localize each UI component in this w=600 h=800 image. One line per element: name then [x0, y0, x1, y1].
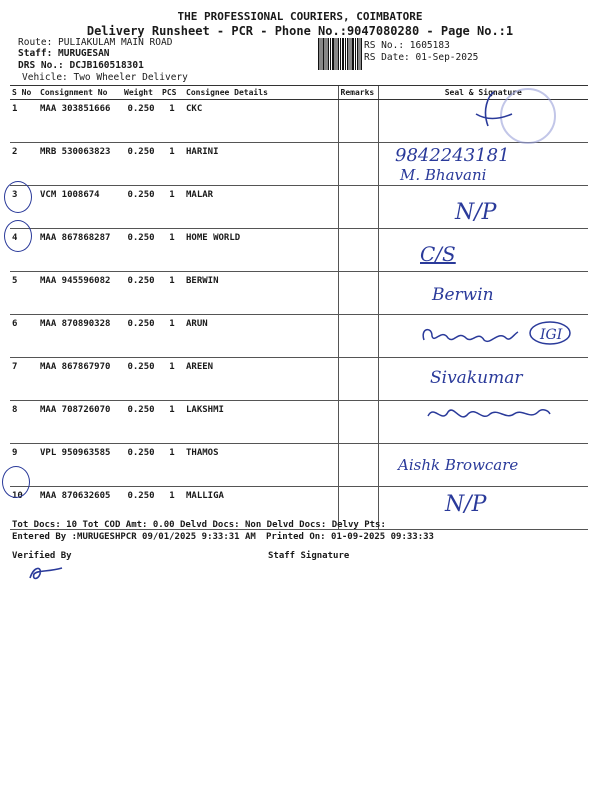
row-consignee: HOME WORLD — [184, 229, 338, 272]
row-consignee: AREEN — [184, 358, 338, 401]
circle-mark-4 — [4, 220, 32, 252]
handwriting-row10: N/P — [445, 492, 487, 517]
row-consignment-no: MRB 530063823 — [38, 143, 122, 186]
route-text: Route: PULIAKULAM MAIN ROAD — [18, 37, 173, 48]
row-pcs: 1 — [160, 401, 184, 444]
row-consignment-no: MAA 945596082 — [38, 272, 122, 315]
handwriting-row3: N/P — [455, 200, 497, 225]
row-consignment-no: MAA 870632605 — [38, 487, 122, 530]
row-consignment-no: VPL 950963585 — [38, 444, 122, 487]
rs-date: RS Date: 01-Sep-2025 — [364, 52, 479, 63]
row-remarks — [338, 186, 378, 229]
row-remarks — [338, 358, 378, 401]
row-sno: 2 — [10, 143, 38, 186]
printed-on: Printed On: 01-09-2025 09:33:33 — [266, 532, 434, 542]
table-row — [10, 272, 588, 315]
entered-by: Entered By :MURUGESHPCR 09/01/2025 9:33:31 AM — [12, 532, 256, 542]
header-weight: Weight — [122, 86, 160, 100]
staff-text: Staff: MURUGESAN — [18, 48, 110, 59]
row-remarks — [338, 401, 378, 444]
row6-circle — [528, 320, 572, 346]
header-pcs: PCS — [160, 86, 184, 100]
row-sno: 6 — [10, 315, 38, 358]
row-consignee: ARUN — [184, 315, 338, 358]
row-weight: 0.250 — [122, 272, 160, 315]
verified-signature — [26, 562, 66, 584]
handwriting-row2-phone: 9842243181 — [395, 145, 510, 166]
row-remarks — [338, 444, 378, 487]
row-consignment-no: MAA 870890328 — [38, 315, 122, 358]
table-row — [10, 186, 588, 229]
company-title: THE PROFESSIONAL COURIERS, COIMBATORE — [177, 10, 423, 23]
circle-mark-3 — [4, 181, 32, 213]
drs-text: DRS No.: DCJB160518301 — [18, 60, 144, 71]
row-pcs: 1 — [160, 100, 184, 143]
row-weight: 0.250 — [122, 358, 160, 401]
row-remarks — [338, 315, 378, 358]
row-pcs: 1 — [160, 358, 184, 401]
row-consignment-no: MAA 303851666 — [38, 100, 122, 143]
header-remarks: Remarks — [338, 86, 378, 100]
circle-mark-10 — [2, 466, 30, 498]
row-sno: 5 — [10, 272, 38, 315]
row-seal-signature — [378, 229, 588, 272]
header-consignment: Consignment No — [38, 86, 122, 100]
row-weight: 0.250 — [122, 315, 160, 358]
barcode-image — [318, 38, 362, 70]
totals-line: Tot Docs: 10 Tot COD Amt: 0.00 Delvd Docs: Non Delvd Docs: Delvy Pts: — [12, 520, 386, 530]
row-pcs: 1 — [160, 229, 184, 272]
row-consignee: LAKSHMI — [184, 401, 338, 444]
row-consignment-no: MAA 867868287 — [38, 229, 122, 272]
row-remarks — [338, 272, 378, 315]
row-sno: 1 — [10, 100, 38, 143]
vehicle-text: Vehicle: Two Wheeler Delivery — [22, 72, 188, 83]
verified-by-label: Verified By — [12, 551, 72, 561]
row-consignee: MALAR — [184, 186, 338, 229]
handwriting-row7: Sivakumar — [430, 368, 523, 388]
row-remarks — [338, 229, 378, 272]
header-consignee: Consignee Details — [184, 86, 338, 100]
row-consignment-no: MAA 867867970 — [38, 358, 122, 401]
row-sno: 7 — [10, 358, 38, 401]
row-pcs: 1 — [160, 487, 184, 530]
row-sno: 10 — [10, 487, 38, 530]
rs-number: RS No.: 1605183 — [364, 40, 450, 51]
table-row — [10, 229, 588, 272]
row-pcs: 1 — [160, 444, 184, 487]
row-pcs: 1 — [160, 315, 184, 358]
header-sno: S No — [10, 86, 38, 100]
row-weight: 0.250 — [122, 444, 160, 487]
header-seal: Seal & Signature — [378, 86, 588, 100]
row-weight: 0.250 — [122, 100, 160, 143]
row-sno: 4 — [10, 229, 38, 272]
runsheet-title: Delivery Runsheet - PCR - Phone No.:9047080280 - Page No.:1 — [86, 24, 514, 38]
row-pcs: 1 — [160, 143, 184, 186]
row-consignment-no: MAA 708726070 — [38, 401, 122, 444]
row-remarks — [338, 143, 378, 186]
row-sno: 8 — [10, 401, 38, 444]
row-weight: 0.250 — [122, 229, 160, 272]
row1-signature — [468, 90, 518, 130]
row-weight: 0.250 — [122, 143, 160, 186]
row-consignee: MALLIGA — [184, 487, 338, 530]
row-sno: 9 — [10, 444, 38, 487]
row-consignment-no: VCM 1008674 — [38, 186, 122, 229]
row-consignee: BERWIN — [184, 272, 338, 315]
row-consignee: HARINI — [184, 143, 338, 186]
row6-signature — [418, 320, 538, 350]
handwriting-row9: Aishk Browcare — [398, 456, 519, 474]
row-weight: 0.250 — [122, 487, 160, 530]
row-consignee: THAMOS — [184, 444, 338, 487]
row-consignee: CKC — [184, 100, 338, 143]
row-pcs: 1 — [160, 186, 184, 229]
row-remarks — [338, 100, 378, 143]
handwriting-row2-name: M. Bhavani — [400, 166, 487, 184]
row8-signature — [424, 402, 554, 428]
row-weight: 0.250 — [122, 186, 160, 229]
handwriting-row6: IGI — [540, 327, 563, 343]
staff-signature-label: Staff Signature — [268, 551, 350, 561]
row-pcs: 1 — [160, 272, 184, 315]
handwriting-row5: Berwin — [432, 285, 494, 305]
row-weight: 0.250 — [122, 401, 160, 444]
row-sno: 3 — [10, 186, 38, 229]
handwriting-row4: C/S — [420, 242, 456, 266]
